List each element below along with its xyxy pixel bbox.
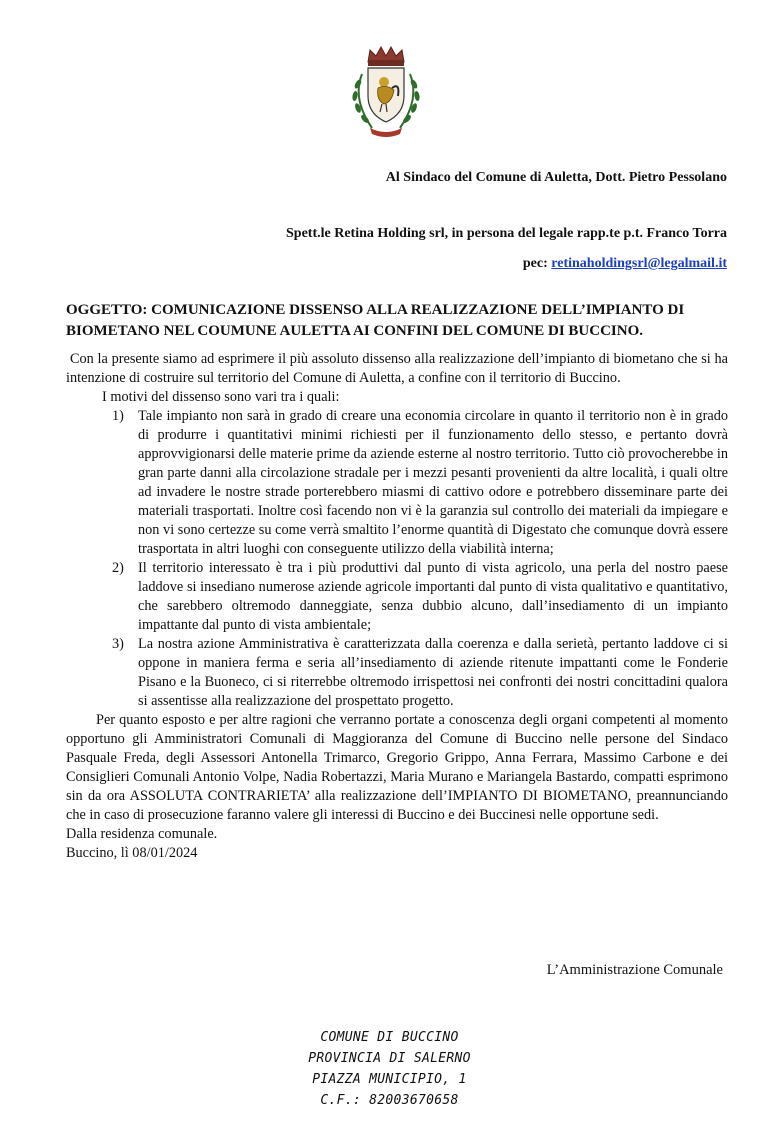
footer-line-province: PROVINCIA DI SALERNO bbox=[308, 1051, 471, 1066]
subject-heading: OGGETTO: COMUNICAZIONE DISSENSO ALLA REALIZZAZIONE DELL’IMPIANTO DI BIOMETANO NEL COUMUNE AULETTA AI CONFINI DEL COMUNE DI BUCCINO. bbox=[66, 302, 685, 339]
place-date: Buccino, lì 08/01/2024 bbox=[66, 845, 198, 861]
recipient-company: Spett.le Retina Holding srl, in persona del legale rapp.te p.t. Franco Torra bbox=[286, 226, 727, 241]
list-item-number: 2) bbox=[112, 560, 124, 576]
pec-label: pec: bbox=[522, 256, 548, 271]
footer-stamp bbox=[0, 1027, 779, 1111]
list-item bbox=[66, 635, 728, 711]
municipal-crest-logo bbox=[340, 44, 432, 144]
pec-email-link[interactable]: retinaholdingsrl@legalmail.it bbox=[551, 256, 727, 271]
list-item bbox=[66, 559, 728, 635]
conclusion-paragraph: Per quanto esposto e per altre ragioni che verranno portate a conoscenza degli organi competenti al momento opportuno gli Amministratori Comunali di Maggioranza del Comune di Buccino nelle persone del Sindaco Pasquale Freda, degli Assessori Antonella Trimarco, Gregorio Grippo, Anna Ferrara, Massimo Carbone e dei Consiglieri Comunali Antonio Volpe, Nadia Robertazzi, Maria Murano e Mariangela Bastardo, compatti esprimono sin da ora ASSOLUTA CONTRARIETA’ alla realizzazione dell’IMPIANTO DI BIOMETANO, preannunciando che in caso di prosecuzione faranno valere gli interessi di Buccino e dei Buccinesi nelle opportune sedi. bbox=[66, 712, 728, 823]
residence-line: Dalla residenza comunale. bbox=[66, 826, 218, 842]
recipient-mayor: Al Sindaco del Comune di Auletta, Dott. Pietro Pessolano bbox=[385, 170, 727, 185]
motivi-intro: I motivi del dissenso sono vari tra i quali: bbox=[102, 389, 340, 405]
list-item-text: Il territorio interessato è tra i più produttivi dal punto di vista agricolo, una perla del nostro paese laddove si insediano numerose aziende agricole importanti dal punto di vista qualitativo e quantitativo, che sarebbero oltremodo danneggiate, senza dubbio alcuno, dall’insediamento di un impianto impattante dal punto di vista ambientale; bbox=[138, 560, 728, 633]
footer-line-address: PIAZZA MUNICIPIO, 1 bbox=[312, 1072, 467, 1087]
letter-body bbox=[66, 350, 728, 863]
list-item-number: 3) bbox=[112, 636, 124, 652]
footer-line-tax-code: C.F.: 82003670658 bbox=[320, 1093, 459, 1108]
pec-line bbox=[523, 256, 727, 272]
reasons-list bbox=[66, 407, 728, 711]
footer-line-municipality: COMUNE DI BUCCINO bbox=[320, 1030, 459, 1045]
signature: L’Amministrazione Comunale bbox=[546, 962, 723, 978]
list-item-text: Tale impianto non sarà in grado di creare una economia circolare in quanto il territorio non è in grado di produrre i quantitativi minimi richiesti per il funzionamento dello stesso, e pertanto dovrà approvvigionarsi delle materie prime da aziende esterne al nostro territorio. Tutto ciò provocherebbe in gran parte danni alla circolazione stradale per i mezzi pesanti provenienti da altre località, i quali oltre ad invadere le nostre strade porterebbero miasmi di cattivo odore e potrebbero disseminare parte dei materiali trasportati. Inoltre così facendo non vi è la garanzia sul controllo dei materiali da impiegare e non vi sono certezze su come verrà smaltito l’enorme quantità di Digestato che comunque dovrà essere trasportata in altri luoghi con conseguente utilizzo della viabilità interna; bbox=[138, 408, 728, 557]
list-item-text: La nostra azione Amministrativa è caratterizzata dalla coerenza e dalla serietà, pertanto laddove ci si oppone in maniera ferma e seria all’insediamento di aziende ritenute impattanti come le Fonderie Pisano e la Buoneco, ci si riterrebbe oltremodo irrispettosi nei confronti dei nostri concittadini qualora si assentisse alla realizzazione del prospettato progetto. bbox=[138, 636, 728, 709]
list-item bbox=[66, 407, 728, 559]
intro-paragraph: Con la presente siamo ad esprimere il più assoluto dissenso alla realizzazione dell’impianto di biometano che si ha intenzione di costruire sul territorio del Comune di Auletta, a confine con il territorio di Buccino. bbox=[66, 351, 728, 386]
list-item-number: 1) bbox=[112, 408, 124, 424]
